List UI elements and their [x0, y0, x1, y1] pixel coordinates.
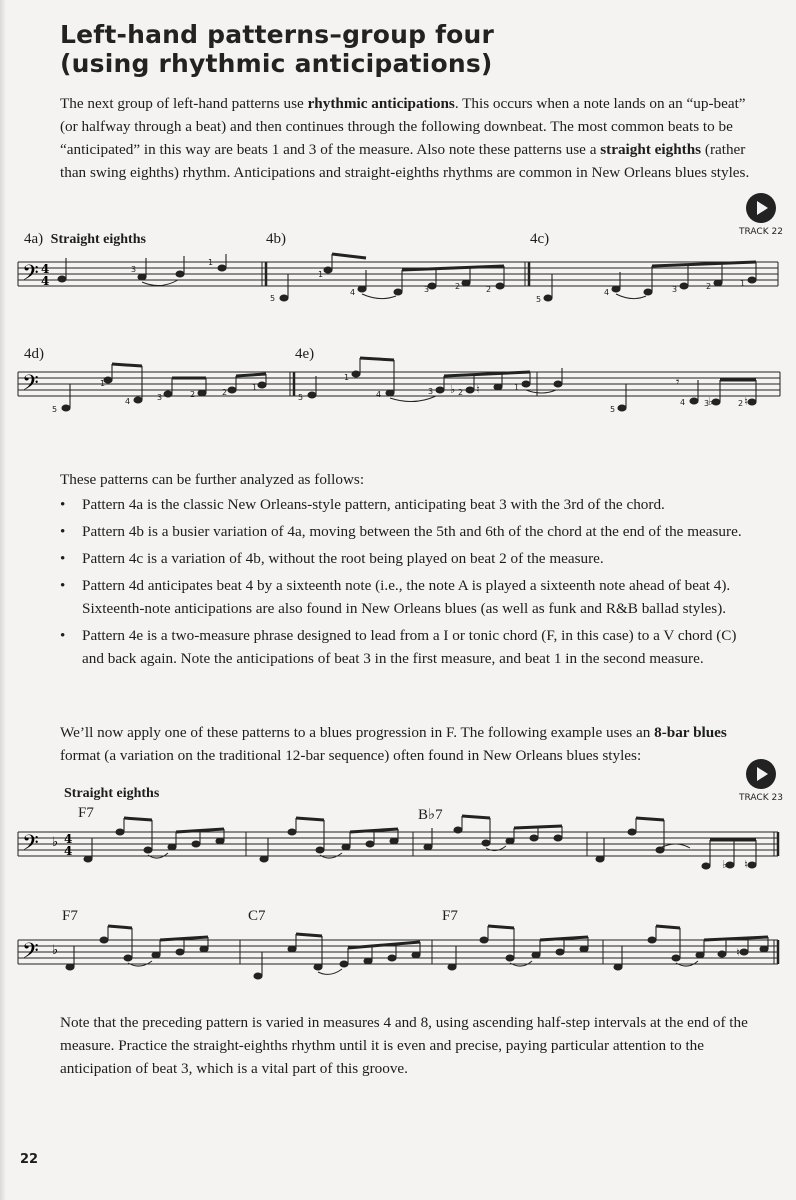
apply-text-2: format (a variation on the traditional 12-bar sequence) often found in New Orleans blues styles: [60, 747, 642, 764]
svg-text:♭: ♭ [722, 858, 728, 871]
staff-examples-4d-4e [0, 364, 796, 424]
bass-clef-icon: 𝄢 [22, 371, 39, 401]
example-4a-label: 4a) Straight eighths [24, 231, 146, 247]
svg-text:5: 5 [298, 393, 304, 402]
intro-text-2: . This occurs when a note lands on an “up-beat” (or halfway through a beat) and then continues through the following downbeat. The most common beats to be “anticipated” in this way are beats 1 and 3 of the measure. Also note these patterns use a [60, 95, 746, 158]
track-23-badge[interactable] [737, 759, 785, 803]
chord-symbol: F7 [62, 908, 78, 924]
page-number: 22 [20, 1152, 39, 1167]
example-4e-label: 4e) [295, 346, 315, 362]
svg-text:5: 5 [270, 294, 276, 303]
svg-text:5: 5 [610, 405, 616, 414]
track-22-label: TRACK 22 [739, 227, 783, 237]
chord-symbol: C7 [248, 908, 266, 924]
time-signature-top: 4 [41, 262, 50, 276]
svg-text:3: 3 [424, 285, 430, 294]
svg-text:2: 2 [486, 285, 492, 294]
page-edge-shadow [0, 0, 6, 1200]
blues-style-marking: Straight eighths [64, 786, 160, 801]
svg-text:5: 5 [536, 295, 542, 304]
svg-text:1: 1 [208, 258, 214, 267]
svg-text:♮: ♮ [744, 395, 748, 408]
staff-blues-line-1 [0, 826, 796, 886]
staff-blues-line-2 [0, 934, 796, 994]
svg-text:3: 3 [131, 265, 137, 274]
staff-examples-4a-4c [0, 250, 796, 310]
svg-text:2: 2 [738, 399, 744, 408]
svg-text:2: 2 [222, 388, 228, 397]
analysis-intro: These patterns can be further analyzed as follows: [60, 471, 365, 488]
svg-text:4: 4 [376, 390, 382, 399]
svg-text:♭: ♭ [708, 395, 714, 408]
closing-paragraph: Note that the preceding pattern is varied in measures 4 and 8, using ascending half-step intervals at the end of the measure. Practice the straight-eighths rhythm until it is even and precise, paying particular attention to the anticipation of beat 3, which is a vital part of this groove. [60, 1014, 748, 1077]
svg-text:4: 4 [680, 398, 686, 407]
svg-text:2: 2 [706, 282, 712, 291]
svg-text:3: 3 [157, 393, 163, 402]
audio-play-icon[interactable] [746, 759, 776, 789]
flat-key-signature: ♭ [52, 835, 59, 850]
title-line-1: Left-hand patterns–group four [60, 20, 495, 49]
list-item: • Pattern 4b is a busier variation of 4a, moving between the 5th and 6th of the chord at the end of the measure. [60, 520, 760, 543]
example-4c-label: 4c) [530, 231, 550, 247]
svg-text:3: 3 [428, 387, 434, 396]
audio-play-icon[interactable] [746, 193, 776, 223]
intro-text-3: (rather than swing eighths) rhythm. Anticipations and straight-eighths rhythms are common in New Orleans blues styles. [60, 141, 750, 181]
list-item: • Pattern 4c is a variation of 4b, without the root being played on beat 2 of the measure. [60, 547, 760, 570]
svg-text:2: 2 [458, 388, 464, 397]
svg-text:2: 2 [455, 282, 461, 291]
bass-clef-icon: 𝄢 [22, 831, 39, 861]
svg-text:4: 4 [64, 844, 73, 858]
svg-text:3: 3 [704, 399, 710, 408]
svg-text:1: 1 [740, 279, 746, 288]
intro-paragraph [60, 92, 750, 184]
list-item: • Pattern 4d anticipates beat 4 by a sixteenth note (i.e., the note A is played a sixteenth note ahead of beat 4). Sixteenth-note anticipations are also found in New Orleans blues (as well as funk and R&B ballad styles). [60, 574, 760, 620]
style-marking: Straight eighths [50, 232, 146, 247]
svg-text:1: 1 [318, 270, 324, 279]
svg-text:1: 1 [100, 379, 106, 388]
time-signature-bottom: 4 [41, 274, 50, 288]
svg-text:4: 4 [604, 288, 610, 297]
list-item: • Pattern 4e is a two-measure phrase designed to lead from a I or tonic chord (F, in this case) to a V chord (C) and back again. Note the anticipations of beat 3 in the first measure, and beat 1 in the second measure. [60, 624, 760, 670]
example-4d-label: 4d) [24, 346, 44, 362]
svg-text:1: 1 [252, 383, 258, 392]
example-4b-label: 4b) [266, 231, 286, 247]
track-22-badge[interactable] [737, 193, 785, 237]
svg-text:♭: ♭ [450, 383, 456, 396]
svg-text:4: 4 [64, 832, 73, 846]
apply-text-1: We’ll now apply one of these patterns to a blues progression in F. The following example uses an [60, 724, 655, 741]
chord-symbol: B♭7 [418, 807, 443, 823]
intro-bold-2: straight eighths [600, 141, 702, 158]
svg-text:♮: ♮ [744, 858, 748, 871]
svg-text:1: 1 [514, 383, 520, 392]
chord-symbol: F7 [442, 908, 458, 924]
intro-text-1: The next group of left-hand patterns use [60, 95, 308, 112]
svg-text:2: 2 [190, 390, 196, 399]
bass-clef-icon: 𝄢 [22, 261, 39, 291]
title-line-2: (using rhythmic anticipations) [60, 49, 493, 78]
track-23-label: TRACK 23 [739, 793, 783, 803]
svg-text:4: 4 [125, 397, 131, 406]
flat-key-signature: ♭ [52, 943, 59, 958]
svg-text:♮: ♮ [736, 946, 740, 959]
svg-text:1: 1 [344, 373, 350, 382]
list-item: • Pattern 4a is the classic New Orleans-style pattern, anticipating beat 3 with the 3rd of the chord. [60, 493, 760, 516]
svg-text:3: 3 [672, 285, 678, 294]
apply-bold: 8-bar blues [654, 724, 727, 741]
apply-paragraph [60, 721, 750, 767]
analysis-bullet-list [60, 493, 760, 674]
svg-text:5: 5 [52, 405, 58, 414]
page-title [60, 20, 494, 78]
bass-clef-icon: 𝄢 [22, 939, 39, 969]
rest-icon: 𝄾 [676, 375, 680, 390]
intro-bold-1: rhythmic anticipations [307, 95, 455, 112]
svg-text:♮: ♮ [476, 383, 480, 396]
chord-symbol: F7 [78, 805, 94, 821]
svg-text:4: 4 [350, 288, 356, 297]
